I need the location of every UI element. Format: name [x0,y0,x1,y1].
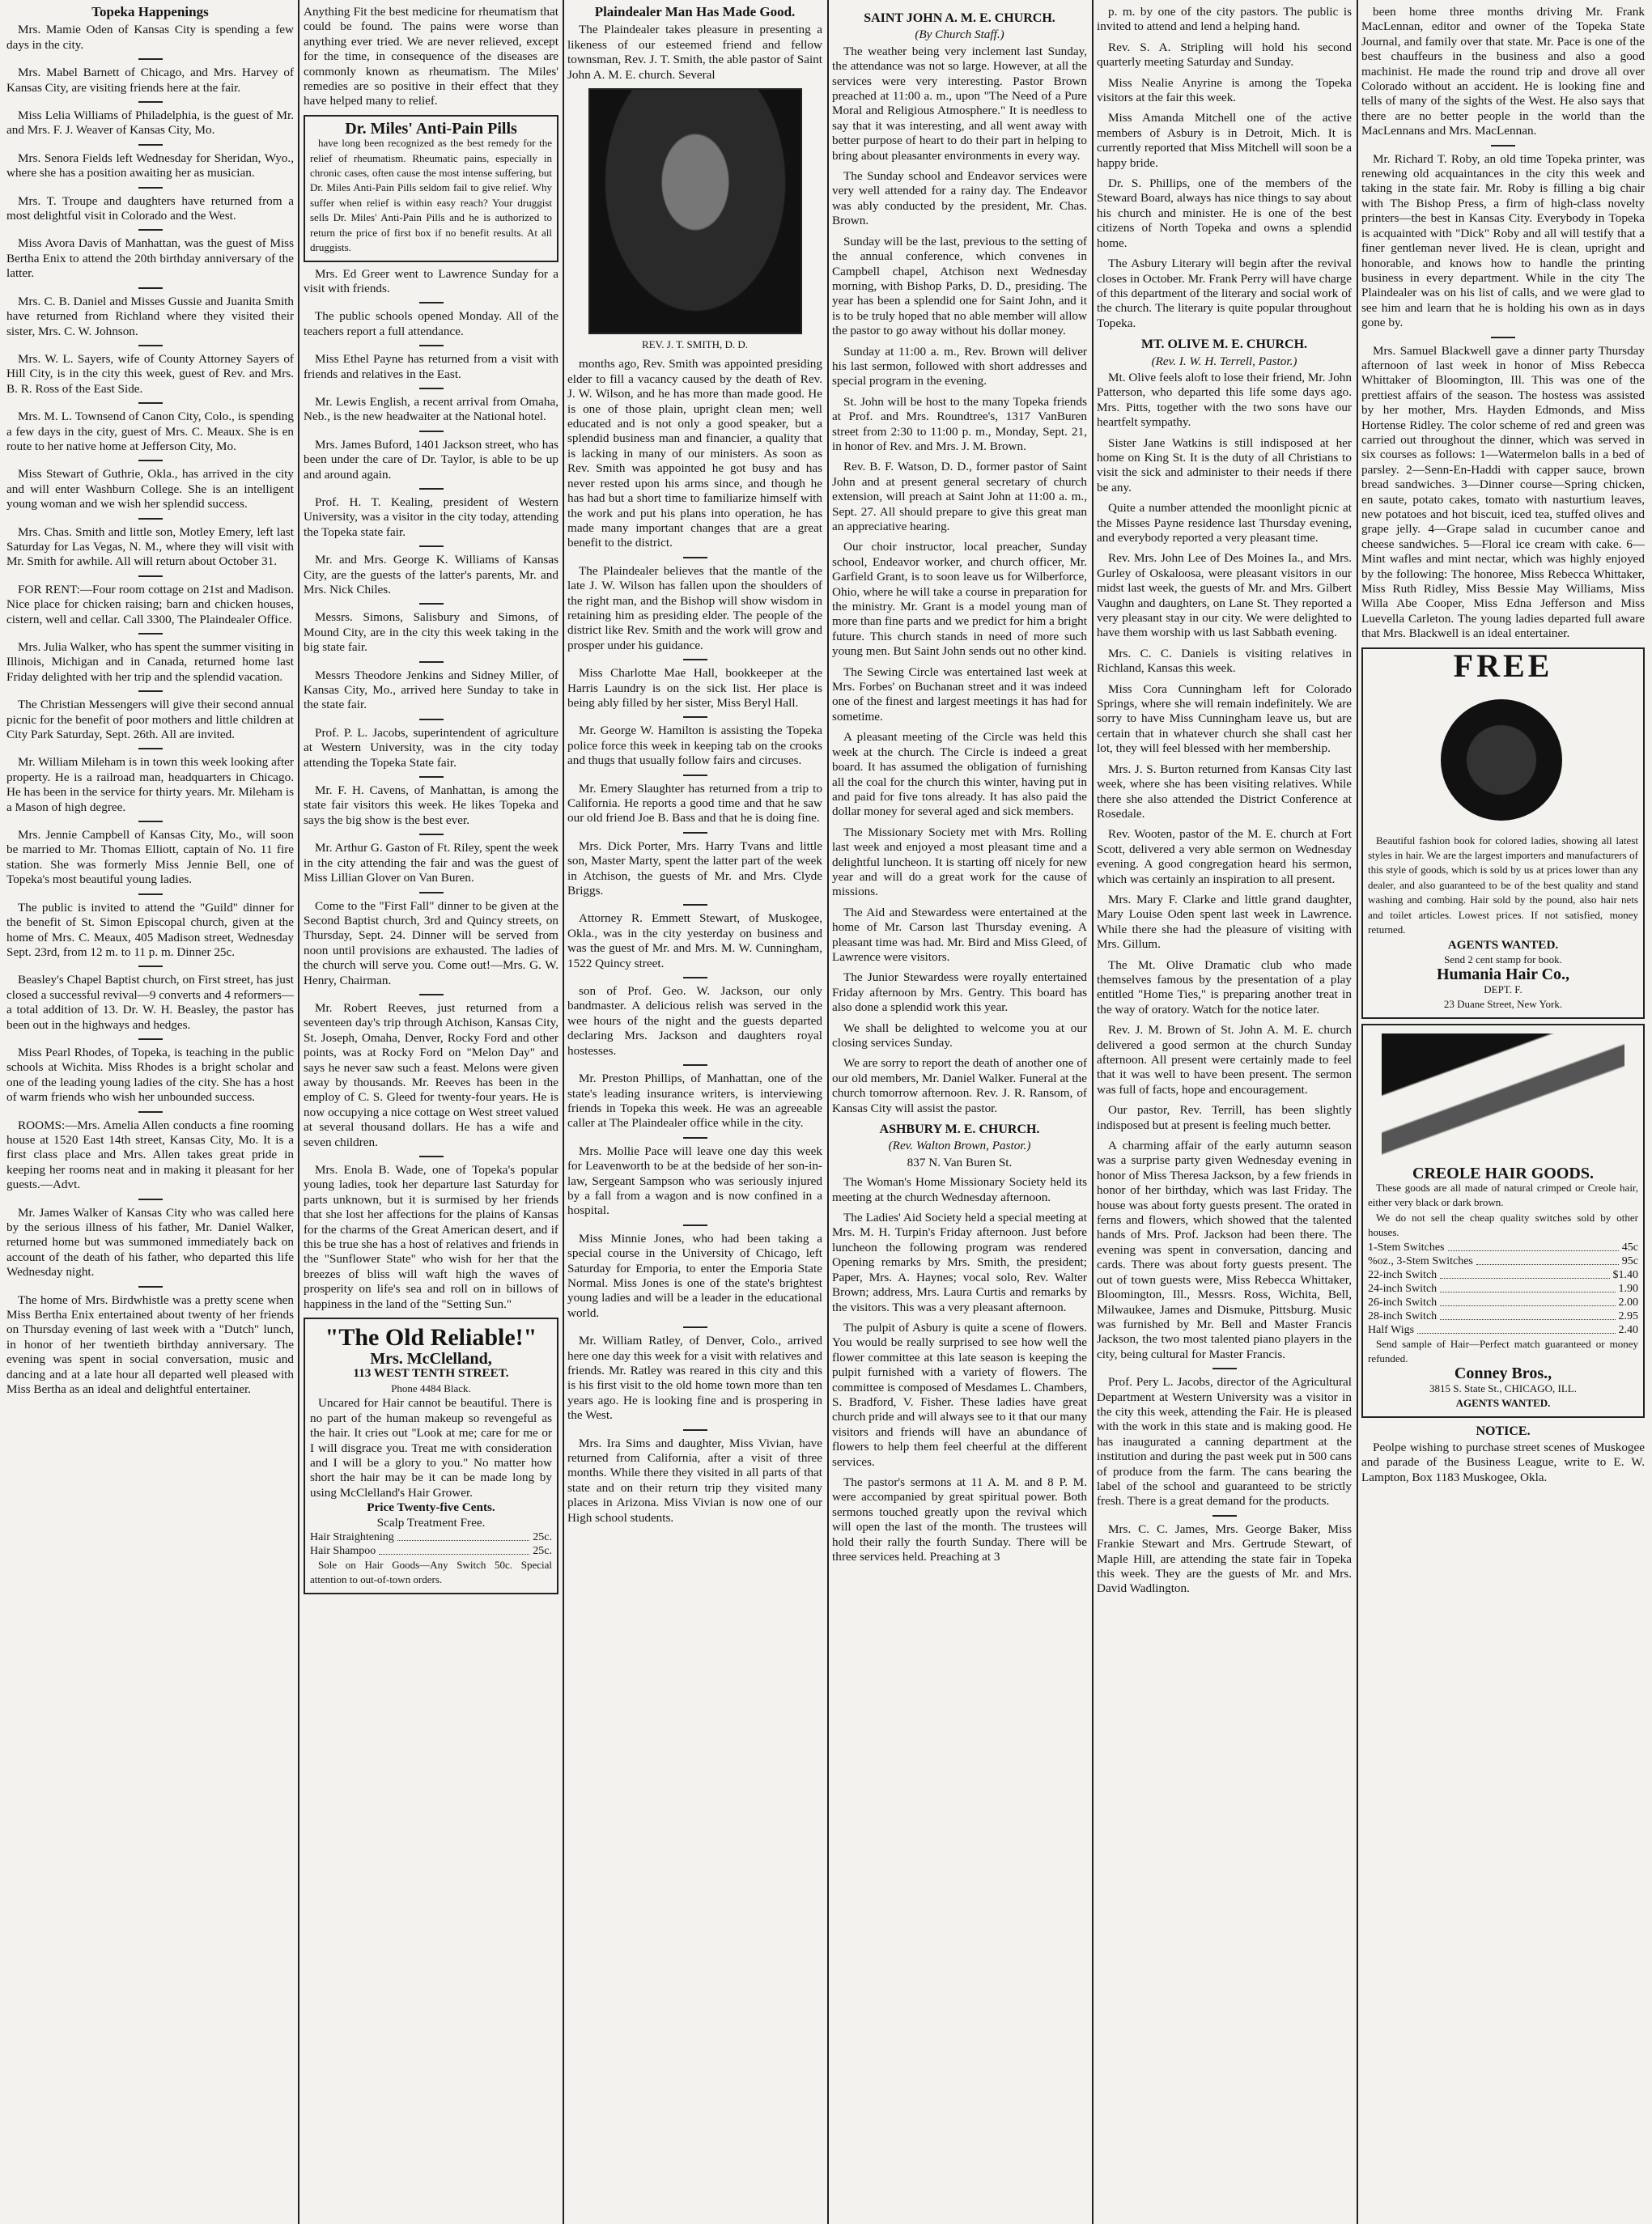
ad-price-list [310,1530,552,1558]
hair-switch-image [1441,699,1562,821]
item-separator [138,402,163,404]
news-item: The Woman's Home Missionary Society held its meeting at the church Wednesday afternoon. [832,1175,1087,1204]
item-separator [1491,337,1515,338]
news-item: Sunday at 11:00 a. m., Rev. Brown will deliver his last sermon, followed with short addresses and special program in the evening. [832,344,1087,388]
ad-company: Humania Hair Co., [1436,966,1570,984]
item-separator [419,834,444,835]
news-item: Mrs. Mollie Pace will leave one day this week for Leavenworth to be at the bedside of her son-in-law, Sergeant Sampson who was seriously injured by a fall from a wagon and is now confined in a hospital. [567,1144,822,1218]
news-item: Miss Ethel Payne has returned from a visit with friends and relatives in the East. [304,352,558,381]
news-item: been home three months driving Mr. Frank MacLennan, editor and owner of the Topeka State Journal, and family over that state. Mr. Pace is one of the best chauffeurs in the business and also a good machinist. He made the round trip and drove all over Colorado without an accident. He is looking fine and tells of many of the sights of the West. He also says that there are no better people in the world than the MacLennans and Mrs. MacLennan. [1361,5,1645,138]
item-separator [138,460,163,461]
news-item: Attorney R. Emmett Stewart, of Muskogee, Okla., was in the city yesterday on business and was the guest of Mr. and Mrs. M. W. Cunningham, 1522 Quincy street. [567,911,822,970]
item-separator [419,488,444,490]
item-separator [683,904,707,906]
ad-intro-text: Anything Fit the best medicine for rheumatism that could be found. The pains were worse than anything ever tried. We are never relieved, except for the time, in consequence of the diseases are commonly known as rheumatism. The Miles' remedies are so positive in their effect that they have helped many to relief. [304,5,558,108]
ad-agents: AGENTS WANTED. [1447,937,1559,952]
item-separator [419,892,444,893]
news-item: Mrs. Dick Porter, Mrs. Harry Tvans and little son, Master Marty, spent the latter part of the week in Atchison, the guests of Mr. and Mrs. Clyde Briggs. [567,838,822,898]
price-row [1368,1309,1638,1323]
news-item: Sister Jane Watkins is still indisposed at her home on King St. It is the duty of all Christians to visit the sick and administer to their needs if there be any. [1097,435,1352,494]
item-separator [138,58,163,60]
news-item: Mrs. Samuel Blackwell gave a dinner party Thursday afternoon of last week in honor of Miss Rebecca Whittaker of Bloomington, Ill. This was one of the prettiest affairs of the season. The hostess was assisted by her mother, Mrs. Hayden Edmonds, and Miss Hortense Ridley. The color scheme of red and green was carried out throughout the dinner, which was served in six courses as follows: 1—Watermelon balls in a bed of parsley. 2—Senn-En-Haddi with capper sauce, brown bread sandwiches. 3—Dinner course—Spring chicken, en saute, potato cakes, tomato with nasturtium leaves, new potatoes and hot biscuit, iced tea, stuffed olives and grape jelly. 4—Grape salad in cucumber canoe and cheese sandwiches. 5—Floral ice cream with cake. 6—Mint wafles and mint nectar, which was highly enjoyed by the following: The honoree, Miss Rebecca Whittaker, Miss Ruth Ridley, Miss Bessie May Williams, Miss Willa Abe Cooper, Miss Edna Jefferson and Miss Luevella Carleton. The young ladies departed full aware that Mrs. Blackwell is an ideal entertainer. [1361,343,1645,641]
news-item: The weather being very inclement last Sunday, the attendance was not so large. However, at all the services were very interesting. Pastor Brown preached at 11:00 a. m., upon "The Need of a Pure Moral and Religious Atmosphere." It is needless to say that it was interesting, and all went away with better purpose of heart to do their part in helping to bring about pleasanter environments in every way. [832,44,1087,163]
item-separator [419,1156,444,1157]
price-label: 24-inch Switch [1368,1282,1438,1295]
column-rule [827,0,829,2224]
ad-note: We do not sell the cheap quality switches sold by other houses. [1368,1211,1638,1239]
price-label: 26-inch Switch [1368,1296,1438,1309]
item-separator [1491,145,1515,146]
column-6-items [1361,5,1645,642]
news-item: St. John will be host to the many Topeka friends at Prof. and Mrs. Roundtree's, 1317 VanBuren street from 2:30 to 11:00 p. m., Monday, Sept. 21, in honor of Rev. and Mrs. J. M. Brown. [832,394,1087,453]
news-item: Mrs. C. C. Daniels is visiting relatives in Richland, Kansas this week. [1097,646,1352,676]
news-item: p. m. by one of the city pastors. The public is invited to attend and lend a helping hand. [1097,5,1352,34]
item-separator [419,603,444,605]
news-item: Mrs. C. B. Daniel and Misses Gussie and Juanita Smith have returned from Richland where they visited their sister, Mrs. C. W. Johnson. [6,294,294,338]
news-item: Our pastor, Rev. Terrill, has been slightly indisposed but at present is feeling much better. [1097,1103,1352,1132]
price-leader [1440,1296,1615,1306]
ad-scalp: Scalp Treatment Free. [376,1515,486,1530]
item-separator [419,661,444,663]
news-item: Mrs. Jennie Campbell of Kansas City, Mo., will soon be married to Mr. Thomas Elliott, captain of No. 11 fire station. She was formerly Miss Jennie Bell, one of Topeka's most beautiful young ladies. [6,828,294,887]
church-items [1097,371,1352,1133]
price-row [1368,1323,1638,1337]
price-value: 25c. [533,1530,552,1543]
item-separator [683,977,707,978]
ad-title: "The Old Reliable!" [325,1324,537,1352]
price-label: Hair Straightening [310,1530,394,1543]
ad-agents: AGENTS WANTED. [1455,1397,1551,1410]
item-separator [138,1199,163,1200]
item-separator [138,821,163,822]
ad-name: Mrs. McClelland, [370,1350,492,1369]
item-separator [683,832,707,834]
ad-address: 23 Duane Street, New York. [1443,998,1563,1011]
news-item: Mr. Lewis English, a recent arrival from Omaha, Neb., is the new headwaiter at the National hotel. [304,394,558,424]
column-2 [304,5,558,2218]
free-banner [1368,647,1638,829]
price-label: Hair Shampoo [310,1544,376,1557]
news-item: Miss Lelia Williams of Philadelphia, is the guest of Mr. and Mrs. F. J. Weaver of Kansas City, Mo. [6,108,294,138]
notice-heading: NOTICE. [1476,1424,1531,1438]
news-item: Mrs. Senora Fields left Wednesday for Sheridan, Wyo., where she has a position awaiting her as musician. [6,151,294,180]
item-separator [138,229,163,231]
news-item: Quite a number attended the moonlight picnic at the Misses Payne residence last Thursday evening, and everybody reported a very pleasant time. [1097,501,1352,545]
news-item: Messrs. Simons, Salisbury and Simons, of Mound City, are in the city this week taking in the big state fair. [304,610,558,655]
item-separator [138,1038,163,1040]
column-5-items [1097,1139,1352,1597]
news-item: Messrs Theodore Jenkins and Sidney Miller, of Kansas City, Mo., arrived here Sunday to take in the state fair. [304,668,558,712]
news-item: Miss Stewart of Guthrie, Okla., has arrived in the city and will enter Washburn College. She is an intelligent young woman and we wish her splendid success. [6,467,294,511]
news-item: Mrs. J. S. Burton returned from Kansas City last week, where she has been visiting relatives. While there she also attended the District Conference at Rosedale. [1097,762,1352,821]
column-4 [832,5,1087,2218]
news-item: The Missionary Society met with Mrs. Rolling last week and enjoyed a most pleasant time and a delightful luncheon. It is starting off nicely for new year and will do a great work for the cause of missions. [832,825,1087,899]
item-separator [419,431,444,432]
column-rule [298,0,299,2224]
item-separator [419,388,444,389]
ad-send: Send 2 cent stamp for book. [1444,953,1562,966]
news-item: Rev. S. A. Stripling will hold his second quarterly meeting Saturday and Sunday. [1097,40,1352,70]
item-separator [683,716,707,718]
news-item: Prof. P. L. Jacobs, superintendent of agriculture at Western University, was in the city today attending the Topeka State fair. [304,725,558,770]
item-separator [138,633,163,635]
price-row [1368,1254,1638,1268]
news-item: Mrs. T. Troupe and daughters have returned from a most delightful visit in Colorado and the West. [6,193,294,223]
column-heading: Topeka Happenings [91,5,209,19]
ad-price: Price Twenty-five Cents. [367,1500,495,1515]
news-item: Mr. George W. Hamilton is assisting the Topeka police force this week in keeping tab on the crooks and thugs that usually follow fairs and circuses. [567,724,822,768]
item-separator [138,144,163,146]
news-item: A charming affair of the early autumn season was a surprise party given Wednesday evening in honor of Miss Theresa Jackson, by a few friends in honor of her birthday, which was last Friday. The house was about forty guests present. The orated in ferns and flowers, which showed that the talented hands of Mrs. Prof. Jackson had been there. The evening was spent in conversation, dancing and cards. There was about forty guests present. The out of town guests were, Miss Rebecca Whittaker, Bloomington, Ill., Messrs. Ross, Wichita, Bell, Milwaukee, James and Dismuke, Pittsburg. Music was furnished by Mr. Bell and Master Francis Jackson, the two most talented piano players in the city, being cultural for Master Francis. [1097,1139,1352,1361]
church-heading: SAINT JOHN A. M. E. CHURCH. [864,11,1055,25]
news-item: Mrs. Mabel Barnett of Chicago, and Mrs. Harvey of Kansas City, are visiting friends here at the fair. [6,66,294,95]
price-label: 1-Stem Switches [1368,1241,1445,1254]
news-item: The pulpit of Asbury is quite a scene of flowers. You would be really surprised to see how well the flower committee at this late season is keeping the pulpit furnished with a variety of flowers. The committee is composed of Mesdames L. Chambers, S. Bradford, V. Fisher. These ladies have great church pride and will always see to it that our many visitors and friends will have an abundance of flowers to help them feel cheerful at the different services. [832,1320,1087,1469]
price-value: $1.40 [1612,1268,1638,1281]
news-item: FOR RENT:—Four room cottage on 21st and Madison. Nice place for chicken raising; barn and chicken houses, cistern, well and cellar. Call 3300, The Plaindealer Office. [6,582,294,626]
price-leader [379,1544,529,1555]
news-item: Mrs. W. L. Sayers, wife of County Attorney Sayers of Hill City, is in the city this week, guest of Rev. and Mrs. B. R. Ross of the East Side. [6,351,294,396]
price-row [310,1544,552,1558]
item-separator [419,994,444,995]
column-3 [567,5,822,2218]
news-item: Mr. and Mrs. George K. Williams of Kansas City, are the guests of the latter's parents, Mr. and Mrs. Nick Chiles. [304,553,558,596]
item-separator [138,287,163,289]
column-heading: Plaindealer Man Has Made Good. [594,5,796,19]
news-item: son of Prof. Geo. W. Jackson, our only bandmaster. A delicious relish was served in the wee hours of the night and the guests departed declaring Mrs. Jackson and daughters royal hostesses. [567,984,822,1058]
news-item: The Ladies' Aid Society held a special meeting at Mrs. M. H. Turpin's Friday afternoon. Just before luncheon the following program was rendered Opening remarks by Mrs. Smith, the president; Paper, Mrs. A. Haynes; vocal solo, Rev. Walter Brown; address, Mrs. Laura Curtis and remarks by the visitors. This was a very pleasant afternoon. [832,1211,1087,1314]
ad-title: Dr. Miles' Anti-Pain Pills [345,119,517,138]
church-byline: (By Church Staff.) [915,28,1004,42]
ad-address: 113 WEST TENTH STREET. [353,1366,509,1381]
column-3-items [567,357,822,1526]
price-leader [1448,1241,1619,1251]
price-row [1368,1296,1638,1309]
ad-title: CREOLE HAIR GOODS. [1412,1164,1594,1182]
news-item: Rev. B. F. Watson, D. D., former pastor of Saint John and at present general secretary of church extension, will preach at Saint John at 11:00 a. m., Sept. 27. All should prepare to give this great man an appreciative hearing. [832,460,1087,533]
item-separator [683,1326,707,1328]
news-item: Mrs. C. C. James, Mrs. George Baker, Miss Frankie Stewart and Mrs. Gertrude Stewart, of Maple Hill, are attending the state fair in Topeka this week. They are the guests of Mr. and Mrs. David Wadlington. [1097,1522,1352,1596]
news-item: Come to the "First Fall" dinner to be given at the Second Baptist church, 3rd and Quincy streets, on Thursday, Sept. 24. Dinner will be served from noon until provisions are exhausted. The ladies of the church will serve you. Come out!—Mrs. G. W. Henry, Chairman. [304,898,558,987]
price-label: 28-inch Switch [1368,1309,1438,1322]
ad-body: Beautiful fashion book for colored ladies, showing all latest styles in hair. We are the largest importers and manufacturers of this style of goods, which is sold by us at prices lower than any dealer, and also guaranteed to be of the best quality and stand washing and combing. Hair sold by the pound, also hair nets and toilet articles. Lowest prices. If not satisfied, money returned. [1368,834,1638,936]
price-value: 45c [1621,1241,1638,1254]
news-item: Mr. Preston Phillips, of Manhattan, one of the state's leading insurance writers, is interviewing friends in Topeka this week. He was an agreeable caller at The Plaindealer office while in the city. [567,1072,822,1131]
ad-body: Uncared for Hair cannot be beautiful. There is no part of the human makeup so revengeful as the hair. It cries out "Look at me; care for me or I will disgrace you. Treat me with consideration and I will be a glory to you." No matter how short the hair may be it can be made long by using McClelland's Hair Grower. [310,1396,552,1500]
news-item: The public is invited to attend the "Guild" dinner for the benefit of St. Simon Episcopal church, given at the home of Mrs. C. Meaux, 405 Madison street, Wednesday Sept. 23rd, from 12 m. to 11 p. m. Dinner 25c. [6,900,294,959]
news-item: Mr. William Ratley, of Denver, Colo., arrived here one day this week for a visit with relatives and friends. Mr. Ratley was reared in this city and this is his first visit to the old home town more than ten years ago. He is looking fine and is prospering in the West. [567,1334,822,1423]
item-separator [683,659,707,660]
church-heading: MT. OLIVE M. E. CHURCH. [1140,337,1308,352]
news-item: Rev. J. M. Brown of St. John A. M. E. church delivered a good sermon at the church Sunday afternoon. All present were certainly made to feel that it was well to have been present. The sermon was full of facts, hope and encouragement. [1097,1023,1352,1097]
item-separator [138,966,163,967]
news-item: Mr. James Walker of Kansas City who was called here by the serious illness of his father, Mr. Daniel Walker, returned home but was summoned immediately back on account of the death of his father, who departed this life Wednesday night. [6,1205,294,1280]
ad-dept: DEPT. F. [1484,983,1522,995]
item-separator [138,690,163,692]
free-heading: FREE [1453,647,1553,684]
news-item: Mr. F. H. Cavens, of Manhattan, is among the state fair visitors this week. He likes Topeka and says the big show is the best ever. [304,783,558,827]
ad-company: Conney Bros., [1454,1365,1552,1383]
news-item: Mrs. Mary F. Clarke and little grand daughter, Mary Louise Oden spent last week in Lawrence. While there she had the pleasure of visiting with Mrs. Gillum. [1097,892,1352,952]
item-separator [683,1224,707,1226]
news-item: The Plaindealer believes that the mantle of the late J. W. Wilson has fallen upon the shoulders of the right man, and the Bishop will show wisdom in retaining him as presiding elder. The people of the district like Rev. Smith and the work will grow and prosper under his guidance. [567,563,822,652]
column-rule [1092,0,1094,2224]
news-item: Mrs. Ira Sims and daughter, Miss Vivian, have returned from California, after a visit of three months. While there they visited in all parts of that state and on their return trip they visited many places in Arizona. Miss Vivian is now one of our High school students. [567,1436,822,1525]
item-separator [138,101,163,103]
news-item: The Sewing Circle was entertained last week at Mrs. Forbes' on Buchanan street and it was indeed one of the finest and largest meetings it has had for sometime. [832,664,1087,724]
news-item: Mt. Olive feels aloft to lose their friend, Mr. John Patterson, who departed this life some days ago. Mrs. Pitts, together with the two sons have our heartfelt sympathy. [1097,370,1352,430]
price-leader [1440,1282,1615,1292]
news-item: Mrs. Enola B. Wade, one of Topeka's popular young ladies, took her departure last Saturday for parts unknown, but it is surmised by her friends that she lost her affections for the plains of Kansas for the charms of the Great American desert, and if this be true she has a host of relatives and friends in the "Sunflower State" who wish for her that the breezes of bliss will waft high the waves of prosperity on life's sea and roll on in billows of happiness in the land of the "Setting Sun." [304,1163,558,1311]
item-separator [419,345,444,346]
column-6 [1361,5,1645,2218]
church-byline: (Rev. Walton Brown, Pastor.) [888,1139,1031,1153]
price-row [1368,1268,1638,1282]
news-item: months ago, Rev. Smith was appointed presiding elder to fill a vacancy caused by the death of Rev. J. W. Wilson, and he has more than made good. He is one of those plain, upright clean men; well educated and is not only a good speaker, but a splendid business man and financier, a quality that is lacking in many of our ministers. As soon as Rev. Smith was appointed he got busy and has never rested upon his arms since, and though he has had but a short time to familiarize himself with the work and put his plans into operation, he has made many important changes that are a great benefit to the district. [567,357,822,550]
news-item: Rev. Mrs. John Lee of Des Moines Ia., and Mrs. Gurley of Oskaloosa, were pleasant visitors in our midst last week, the guests of Mr. and Mrs. Gilbert Vaughn and daughters, on Lane St. They reported a very pleasant stay in our city. We were delighted to have them worship with us last Sabbath evening. [1097,551,1352,640]
item-separator [419,719,444,720]
church-items [832,45,1087,1116]
column-5-items [1097,5,1352,331]
news-item: The public schools opened Monday. All of the teachers report a full attendance. [304,309,558,338]
article-intro: The Plaindealer takes pleasure in presenting a likeness of our esteemed friend and fellow townsman, Rev. J. T. Smith, the able pastor of Saint John A. M. E. church. Several [567,23,822,82]
item-separator [683,557,707,558]
ad-price-list [1368,1241,1638,1337]
news-item: Rev. Wooten, pastor of the M. E. church at Fort Scott, delivered a very able sermon on Wednesday evening. A good congregation heard his sermon, which was certainly an inspiration to all present. [1097,827,1352,886]
news-item: The Aid and Stewardess were entertained at the home of Mr. Carson last Thursday evening. A pleasant time was had. Mr. Bird and Miss Gleed, of Lawrence were visitors. [832,905,1087,964]
item-separator [419,302,444,303]
item-separator [138,1286,163,1288]
ad-body: These goods are all made of natural crimped or Creole hair, either very black or dark brown. [1368,1181,1638,1209]
news-item: The pastor's sermons at 11 A. M. and 8 P. M. were accompanied by great spiritual power. Both sermons touched greatly upon the revival which will open the last of the month. The trustees will hold their rally the fourth Sunday. There will be three services held. Preaching at 3 [832,1475,1087,1564]
price-row [310,1530,552,1544]
church-byline: (Rev. I. W. H. Terrell, Pastor.) [1151,354,1297,368]
price-row [1368,1282,1638,1296]
price-value: 1.90 [1618,1282,1638,1295]
ad-foot: Sole on Hair Goods—Any Switch 50c. Special attention to out-of-town orders. [310,1558,552,1586]
news-item: Mrs. Mamie Oden of Kansas City is spending a few days in the city. [6,23,294,52]
price-leader [1417,1323,1615,1334]
column-rule [563,0,564,2224]
news-item: Miss Cora Cunningham left for Colorado Springs, where she will remain indefinitely. We are sorry to have Miss Cunningham leave us, but are certain that in whatever church she shall cast her lot, they will feel blessed with her membership. [1097,681,1352,756]
news-item: Prof. Pery L. Jacobs, director of the Agricultural Department at Western University was a visitor in the city this week, attending the Fair. He is pleased with the work in this state and is making good. He has inaugurated a canning department at the institution and during the past week put in 500 cans of produce from the farm. The cans bearing the label of the school and guaranteed to be strictly fresh. There is a great demand for the products. [1097,1375,1352,1509]
humania-hair-ad [1361,647,1645,1019]
news-item: Our choir instructor, local preacher, Sunday school, Endeavor worker, and church officer, Mr. Garfield Grant, is to soon leave us for Wilberforce, Ohio, where he will take a course in preparation for the ministry. Mr. Grant is a model young man of more than fine parts and we predict for him a bright future. This church stands in need of more such young men. But Saint John sends out no other kind. [832,540,1087,659]
item-separator [138,1111,163,1113]
news-item: Miss Minnie Jones, who had been taking a special course in the University of Chicago, left Saturday for Emporia, to enter the Emporia State Normal. Miss Jones is one of the state's brightest young ladies and will be a leader in the educational world. [567,1231,822,1320]
item-separator [683,1137,707,1139]
item-separator [138,893,163,895]
news-item: We shall be delighted to welcome you at our closing services Sunday. [832,1021,1087,1050]
price-label: %oz., 3-Stem Switches [1368,1254,1473,1267]
item-separator [138,748,163,749]
news-item: Miss Avora Davis of Manhattan, was the guest of Miss Bertha Enix to attend the 20th birthday anniversary of the latter. [6,236,294,281]
price-value: 2.95 [1618,1309,1638,1322]
news-item: The Christian Messengers will give their second annual picnic for the benefit of poor mothers and little children at City Park Saturday, Sept. 26th. All are invited. [6,698,294,742]
price-label: 22-inch Switch [1368,1268,1438,1281]
news-item: Miss Charlotte Mae Hall, bookkeeper at the Harris Laundry is on the sick list. Her place is being ably filled by her sister, Miss Beryl Hall. [567,666,822,710]
item-separator [683,1429,707,1431]
church-items [832,1175,1087,1564]
ad-address: 3815 S. State St., CHICAGO, ILL. [1429,1382,1577,1394]
news-item: Miss Nealie Anyrine is among the Topeka visitors at the fair this week. [1097,75,1352,105]
news-item: Mr. Robert Reeves, just returned from a seventeen day's trip through Atchison, Kansas City, St. Joseph, Omaha, Denver, Rocky Ford and other points, was at Rocky Ford on "Melon Day" and says he never saw such a feast. Melons were given away by thousands. Mr. Reeves has been in the employ of C. S. Gleed for twenty-four years. He is now occupying a nice cottage on West street valued at several thousand dollars. He has a wife and seven children. [304,1000,558,1149]
news-item: Mrs. M. L. Townsend of Canon City, Colo., is spending a few days in the city, guest of Mrs. C. Meaux. She is en route to her native home at Jefferson City, Mo. [6,410,294,453]
news-item: Sunday will be the last, previous to the setting of the annual conference, which convenes in Campbell chapel, Atchison next Wednesday morning, with Bishop Parks, D. D., presiding. The year has been a splendid one for Saint John, and it is to be truly hoped that no able member will allow the pastor to go away without his dollar money. [832,234,1087,338]
news-item: A pleasant meeting of the Circle was held this week at the church. The Circle is indeed a great board. It has assumed the obligation of furnishing all the coal for the church this winter, having put in and paid for five tons already. It has also paid the dollar money for several aged and sick members. [832,730,1087,819]
price-leader [1440,1268,1609,1279]
price-leader [1476,1254,1619,1265]
notice-body: Peolpe wishing to purchase street scenes of Muskogee and parade of the Business League, write to E. W. Lampton, Box 1183 Muskogee, Okla. [1361,1441,1645,1484]
item-separator [683,775,707,776]
news-item: The home of Mrs. Birdwhistle was a pretty scene when Miss Bertha Enix entertained about twenty of her friends on Thursday evening of last week with a "Dutch" lunch, in honor of her twentieth birthday anniversary. The evening was spent in social conversation, music and dancing and at a late hour all departed well pleased with Miss Bertha as an ideal and delightful entertainer. [6,1292,294,1397]
item-separator [419,545,444,547]
news-item: Beasley's Chapel Baptist church, on First street, has just closed a successful revival—9 converts and 4 reformers—a total addition of 13. Dr. W. H. Beasley, the pastor has been out in the highways and hedges. [6,973,294,1032]
news-item: The Junior Stewardess were royally entertained Friday afternoon by Mrs. Gentry. This board has also done a splendid work this year. [832,970,1087,1015]
church-heading: ASHBURY M. E. CHURCH. [879,1123,1040,1137]
column-1-items [6,23,294,1397]
ad-body: have long been recognized as the best remedy for the relief of rheumatism. Rheumatic pains, especially in chronic cases, often cause the most intense suffering, but Dr. Miles Anti-Pain Pills seldom fail to give relief. Why suffer when relief is within easy reach? Your druggist sells Dr. Miles' Anti-Pain Pills and he is authorized to return the price of first box if no benefit results. At all druggists. [310,137,552,254]
price-value: 2.00 [1618,1296,1638,1309]
news-item: Mr. Emery Slaughter has returned from a trip to California. He reports a good time and that he saw our old friend Joe B. Bass and that he is doing fine. [567,781,822,826]
price-value: 95c [1621,1254,1638,1267]
news-item: The Mt. Olive Dramatic club who made themselves famous by the presentation of a play entitled "Home Ties," is preparing another treat in the way of oratory. Watch for the notice later. [1097,957,1352,1017]
item-separator [138,345,163,346]
ad-sample: Send sample of Hair—Perfect match guaranteed or money refunded. [1368,1337,1638,1365]
price-leader [397,1530,529,1541]
church-address: 837 N. Van Buren St. [907,1155,1013,1169]
anti-pain-pills-ad [304,115,558,262]
news-item: Miss Pearl Rhodes, of Topeka, is teaching in the public schools at Wichita. Miss Rhodes is a bright scholar and one of the leading young ladies of the city. She has a host of warm friends who wish her unbounded success. [6,1045,294,1105]
column-5 [1097,5,1352,2218]
price-value: 25c. [533,1544,552,1557]
item-separator [683,1064,707,1066]
price-leader [1440,1309,1615,1320]
news-item: Mrs. James Buford, 1401 Jackson street, who has been under the care of Dr. Taylor, is able to be up and around again. [304,437,558,482]
price-label: Half Wigs [1368,1323,1415,1336]
news-item: Prof. H. T. Kealing, president of Western University, was a visitor in the city today, attending the Topeka state fair. [304,494,558,539]
item-separator [138,187,163,189]
column-rule [1357,0,1358,2224]
item-separator [1212,1515,1237,1517]
news-item: The Sunday school and Endeavor services were very well attended for a rainy day. The Endeavor was ably conducted by the president, Mr. Chas. Brown. [832,169,1087,228]
ad-phone: Phone 4484 Black. [391,1382,471,1394]
news-item: Miss Amanda Mitchell one of the active members of Asbury is in Detroit, Mich. It is currently reported that Miss Mitchell will soon be a happy bride. [1097,111,1352,170]
news-item: Mr. Arthur G. Gaston of Ft. Riley, spent the week in the city attending the fair and was the guest of Miss Lillian Glover on Van Buren. [304,841,558,885]
news-item: Dr. S. Phillips, one of the members of the Steward Board, always has nice things to say about his church and minister. He is one of the best citizens of North Topeka and owns a splendid home. [1097,176,1352,250]
lady-image [1382,1033,1624,1163]
item-separator [1212,1368,1237,1369]
news-item: Mrs. Julia Walker, who has spent the summer visiting in Illinois, Michigan and in Canada, returned home last Friday delighted with her trip and the splendid vacation. [6,640,294,684]
item-separator [138,518,163,520]
price-value: 2.40 [1618,1323,1638,1336]
portrait-image [588,88,802,334]
price-row [1368,1241,1638,1254]
column-1 [6,5,294,2218]
mcclelland-ad [304,1318,558,1594]
news-item: Mrs. Chas. Smith and little son, Motley Emery, left last Saturday for Las Vegas, N. M., where they will visit with Mr. Smith for awhile. All will return about October 31. [6,524,294,569]
news-item: Mr. William Mileham is in town this week looking after property. He is a railroad man, headquarters in Chicago. He has been in the service for thirty years. Mr. Mileham is a Mason of high degree. [6,755,294,814]
news-item: We are sorry to report the death of another one of our old members, Mr. Daniel Walker. Funeral at the church tomorrow afternoon. Rev. J. R. Ransom, of Kansas City will assist the pastor. [832,1056,1087,1115]
news-item: The Asbury Literary will begin after the revival closes in October. Mr. Frank Perry will have charge of this department of the literary and social work of the church. The literary is quite popular throughout Topeka. [1097,257,1352,330]
column-2-items [304,267,558,1313]
news-item: ROOMS:—Mrs. Amelia Allen conducts a fine rooming house at 1520 East 14th street, Kansas City, Mo. It is a first class place and Mrs. Allen takes great pride in keeping her rooms neat and in making it pleasant for her guests.—Advt. [6,1118,294,1192]
item-separator [419,776,444,778]
news-item: Mrs. Ed Greer went to Lawrence Sunday for a visit with friends. [304,266,558,295]
creole-hair-ad [1361,1024,1645,1418]
news-item: Mr. Richard T. Roby, an old time Topeka printer, was renewing old acquaintances in the city this week and taking in the state fair. Mr. Roby is filling a big chair with The Bishop Press, a firm of high-class novelty printers—the best in Kansas City. Everybody in Topeka is acquainted with "Dick" Roby and all will testify that a finer gentleman never lived. He is clean, upright and honorable, and knows how to handle the printing business in every department. While in the city The Plaindealer was on his list of calls, and we were glad to see him and learn that he is holding his own as in days gone by. [1361,151,1645,330]
item-separator [138,575,163,577]
portrait-caption: REV. J. T. SMITH, D. D. [641,338,749,351]
